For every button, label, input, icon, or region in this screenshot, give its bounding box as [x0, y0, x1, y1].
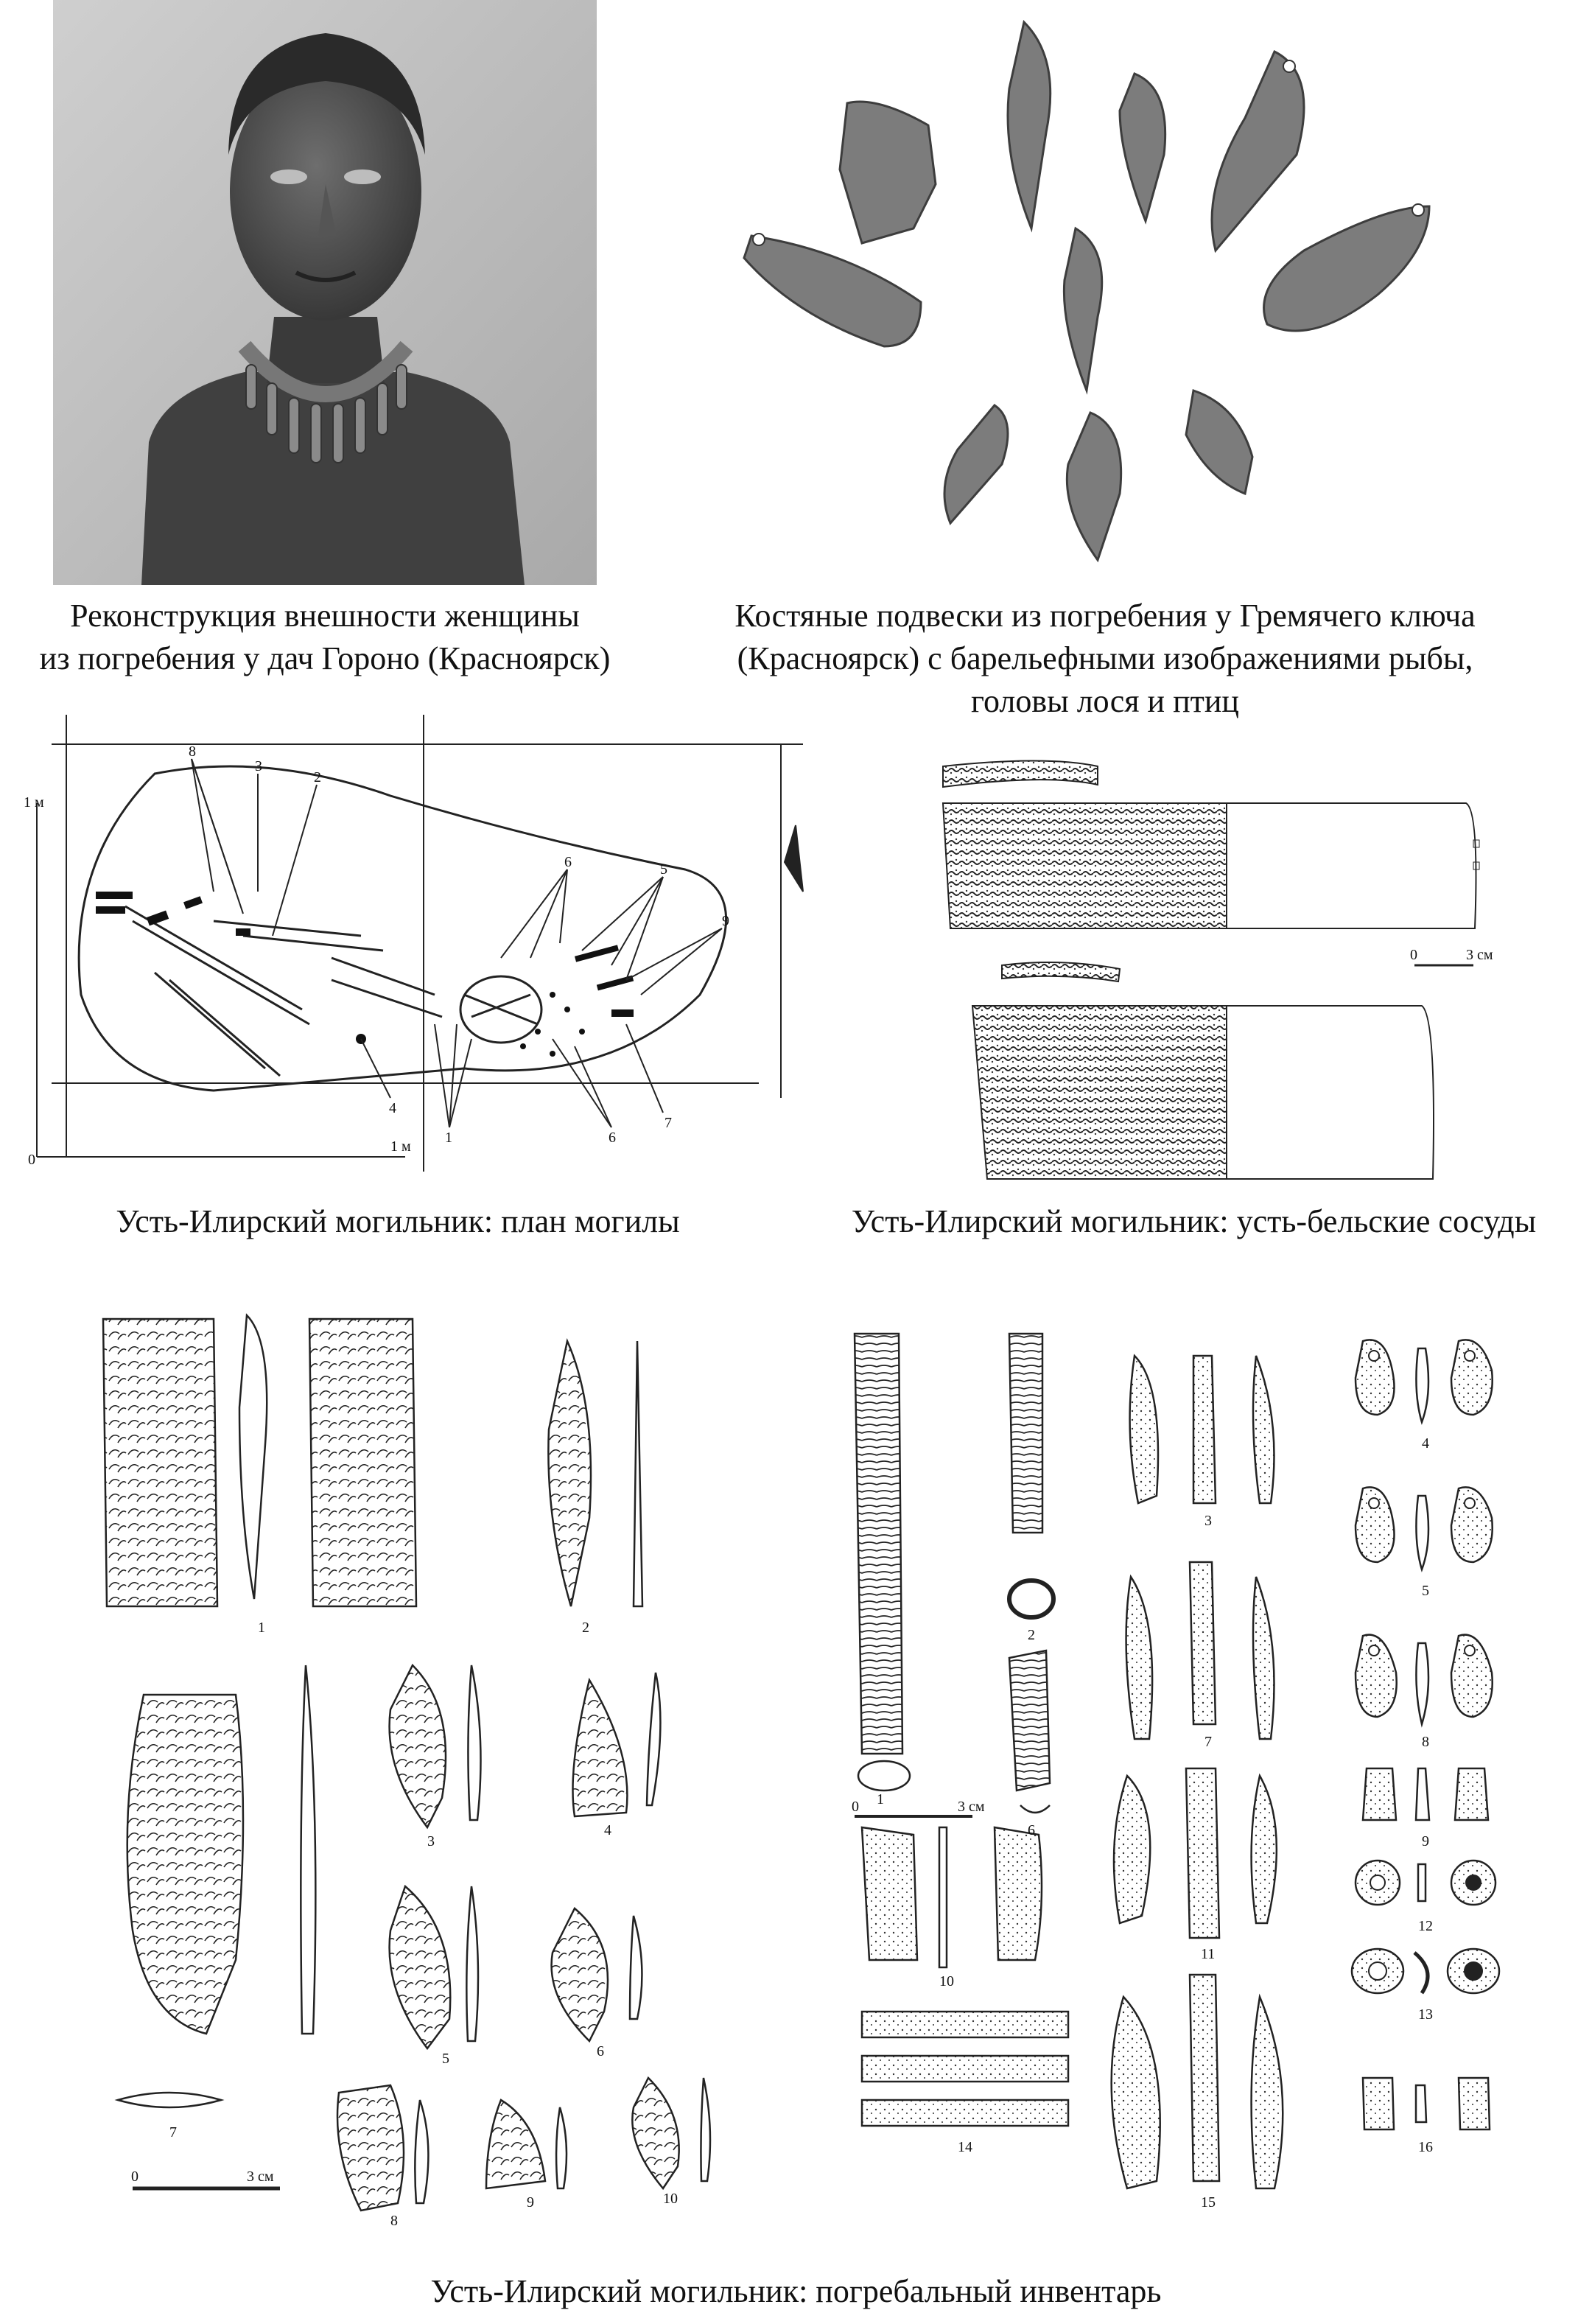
right-scale-label: 3 см	[958, 1799, 985, 1815]
item-label-2: 2	[582, 1620, 589, 1636]
item-r-label-15: 15	[1201, 2194, 1216, 2211]
pendants-caption-3: головы лося и птиц	[971, 683, 1239, 719]
left-scale-label: 3 см	[247, 2169, 274, 2185]
callout-1: 1	[445, 1130, 452, 1146]
vessels-caption: Усть-Илирский могильник: усть-бельские сосуды	[851, 1203, 1537, 1239]
vessel-1-rim	[943, 761, 1098, 788]
item-r-label-1: 1	[877, 1791, 884, 1807]
item-label-4: 4	[604, 1822, 611, 1838]
item-r-label-13: 13	[1418, 2006, 1433, 2023]
item-r-label-4: 4	[1422, 1435, 1429, 1452]
inventory-right-figure	[847, 1312, 1569, 2225]
grave-plan-caption: Усть-Илирский могильник: план могилы	[116, 1203, 680, 1239]
item-r-label-9: 9	[1422, 1833, 1429, 1849]
callout-6b: 6	[609, 1130, 616, 1146]
item-r-label-11: 11	[1201, 1946, 1216, 1962]
item-r-label-6: 6	[1028, 1822, 1035, 1838]
vessel-2-section	[1227, 1006, 1434, 1179]
right-scale-zero: 0	[852, 1799, 859, 1815]
callout-6a: 6	[564, 854, 572, 870]
origin-label: 0	[28, 1152, 35, 1168]
bust-caption-1: Реконструкция внешности женщины	[70, 598, 580, 634]
bust-photo	[53, 0, 597, 585]
vessel-1-decor	[943, 803, 1227, 928]
vessel-2-rim	[1002, 962, 1120, 981]
item-label-9: 9	[527, 2194, 534, 2211]
item-r-label-3: 3	[1204, 1513, 1212, 1529]
vessels-scale-zero: 0	[1410, 947, 1417, 963]
grave-plan-figure	[22, 715, 818, 1179]
item-r-label-2: 2	[1028, 1627, 1035, 1643]
pendant-4	[1212, 52, 1304, 251]
vessel-1-section	[1227, 803, 1476, 928]
callout-3: 3	[255, 758, 262, 774]
item-r-label-16: 16	[1418, 2139, 1433, 2155]
callout-7: 7	[664, 1115, 672, 1131]
item-r-label-7: 7	[1204, 1734, 1212, 1750]
callout-9: 9	[722, 913, 729, 929]
item-r-label-10: 10	[939, 1973, 954, 1989]
item-r-label-12: 12	[1418, 1918, 1433, 1934]
item-label-3: 3	[427, 1833, 435, 1849]
inventory-left-figure	[88, 1297, 722, 2233]
vessel-2-decor	[972, 1006, 1227, 1179]
pendant-8	[944, 405, 1008, 523]
callout-4: 4	[389, 1100, 396, 1116]
vessels-scale-label: 3 см	[1466, 947, 1493, 963]
pendant-1	[840, 102, 936, 243]
item-label-1: 1	[258, 1620, 265, 1636]
item-r-label-14: 14	[958, 2139, 972, 2155]
item-label-8: 8	[390, 2213, 398, 2229]
bust-caption-2: из погребения у дач Гороно (Красноярск)	[39, 640, 611, 676]
pendant-7	[1264, 206, 1429, 331]
callout-2: 2	[314, 769, 321, 785]
axis-x-label: 1 м	[390, 1138, 411, 1155]
pendant-10	[1186, 391, 1252, 494]
item-label-5: 5	[442, 2051, 449, 2067]
item-label-10: 10	[663, 2191, 678, 2207]
left-scale-zero: 0	[131, 2169, 138, 2185]
pendants-caption-2: (Красноярск) с барельефными изображениями рыбы,	[737, 640, 1473, 676]
pendant-3	[1120, 74, 1165, 221]
callout-8: 8	[189, 743, 196, 760]
vessels-figure	[928, 744, 1577, 1186]
item-label-6: 6	[597, 2043, 604, 2059]
pendant-5	[744, 236, 921, 346]
pendant-9	[1067, 413, 1121, 560]
pendants-figure	[737, 7, 1459, 582]
pendant-2	[1008, 22, 1051, 228]
axis-y-label: 1 м	[24, 794, 44, 811]
inventory-caption: Усть-Илирский могильник: погребальный инвентарь	[430, 2273, 1162, 2309]
item-label-7: 7	[169, 2124, 177, 2141]
pendants-caption-1: Костяные подвески из погребения у Гремячего ключа	[734, 598, 1476, 634]
callout-5: 5	[660, 861, 667, 878]
pendant-6	[1064, 228, 1101, 391]
item-r-label-5: 5	[1422, 1583, 1429, 1599]
item-r-label-8: 8	[1422, 1734, 1429, 1750]
